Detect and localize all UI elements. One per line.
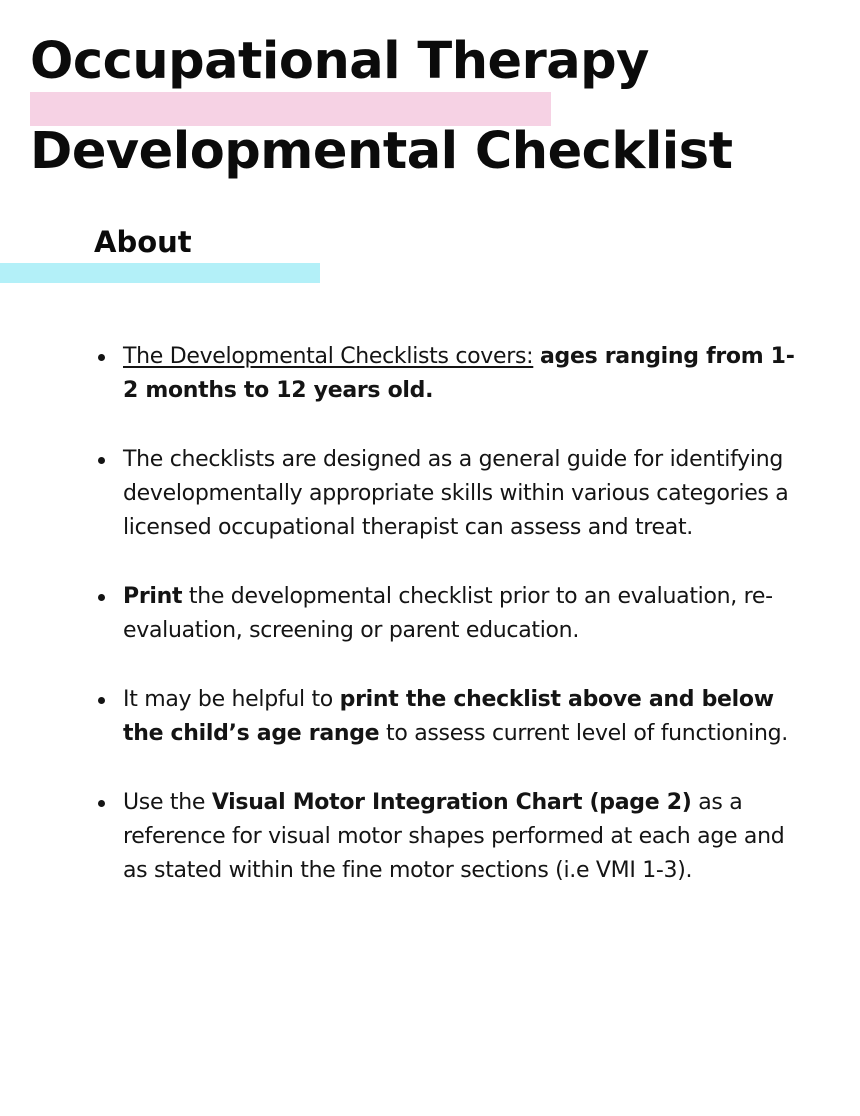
bullet-age-range [96, 683, 796, 751]
about-heading: About [94, 225, 192, 259]
vmi-text: as a reference for visual motor shapes performed at each age and as stated within the fine motor sections (i.e VMI 1-3). [123, 790, 785, 883]
age-range-text: to assess current level of functioning. [386, 721, 788, 746]
coverage-label: The Developmental Checklists covers: [123, 344, 534, 369]
title-highlight-bar [30, 92, 551, 126]
vmi-chart-reference: Visual Motor Integration Chart (page 2) [211, 790, 692, 815]
vmi-intro: Use the [123, 790, 206, 815]
age-range-emphasis: print the checklist above and below the child’s age range [123, 687, 774, 746]
bullet-print [96, 580, 796, 648]
section-highlight-bar [0, 263, 320, 283]
coverage-ages: ages ranging from 1-2 months to 12 years old. [123, 344, 795, 403]
print-keyword: Print [123, 584, 183, 609]
age-range-intro: It may be helpful to [123, 687, 333, 712]
page-title-line-1: Occupational Therapy [30, 32, 649, 91]
about-bullet-list [96, 340, 796, 923]
bullet-vmi-chart [96, 786, 796, 888]
purpose-text: The checklists are designed as a general guide for identifying developmentally appropriate skills within various categories a licensed occupational therapist can assess and treat. [123, 447, 789, 540]
page-title-line-2: Developmental Checklist [30, 122, 733, 181]
bullet-purpose [96, 443, 796, 545]
bullet-coverage [96, 340, 796, 408]
print-text: the developmental checklist prior to an evaluation, re-evaluation, screening or parent education. [123, 584, 773, 643]
